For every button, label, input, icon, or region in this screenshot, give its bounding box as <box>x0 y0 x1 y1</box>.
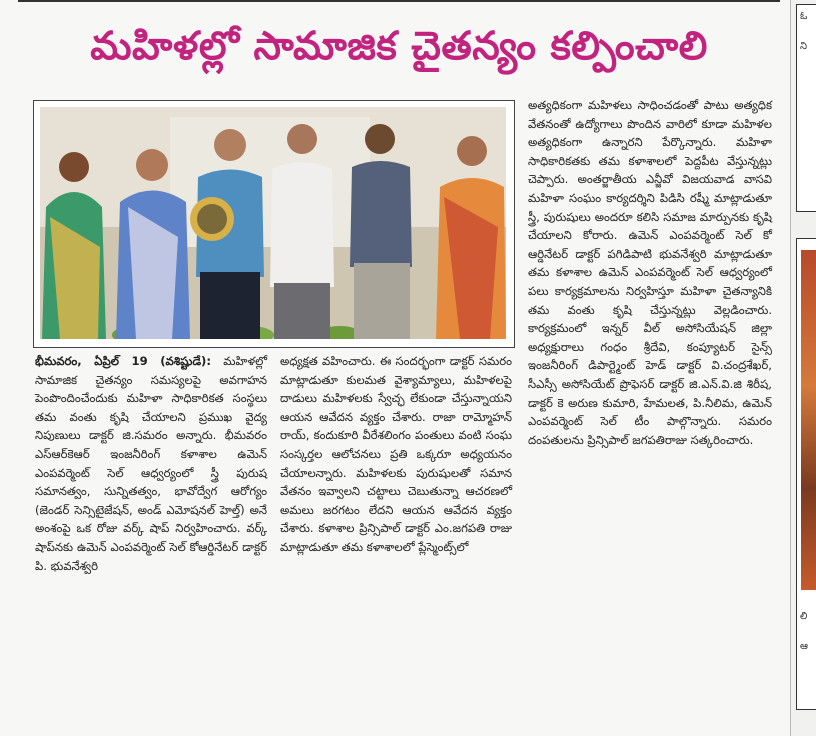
article-column-3 <box>528 96 772 449</box>
column-3-text: అత్యధికంగా మహిళలు సాధించడంతో పాటు అత్యధిక వేతనంతో ఉద్యోగాలు పొందిన వారిలో కూడా మహిళల అత్యధికంగా ఉన్నారని పేర్కొన్నారు. మహిళా సాధికారికతకు తమ కళాశాలలో పెద్దపీట వేస్తున్నట్లు చెప్పారు. అంతర్జాతీయ ఎన్జీవో విజయవాడ వాసవి మహిళా సంఘం కార్యదర్శిని పిడిసి రష్మీ మాట్లాడుతూ స్త్రీ, పురుషులు అందరూ కలిసి సమాజ మార్పునకు కృషి చేయాలని కోరారు. ఉమెన్ ఎంపవర్మెంట్ సెల్ కో ఆర్డినేటర్ డాక్టర్ పగిడిపాటి భువనేశ్వరి మాట్లాడుతూ తమ కళాశాల ఉమెన్ ఎంపవర్మెంట్ సెల్ ఆధ్వర్యంలో పలు కార్యక్రమాలను నిర్వహిస్తూ మహిళా చైతన్యానికి తమ వంతు కృషి చేస్తున్నట్లు వెల్లడించారు. కార్యక్రమంలో ఇన్నర్ వీల్ అసోసియేషన్ జిల్లా అధ్యక్షురాలు గంధం శ్రీదేవి, కంప్యూటర్ సైన్స్ ఇంజనీరింగ్ డిపార్ట్మెంట్ హెడ్ డాక్టర్ వి.చంద్రశేఖర్, సీఎస్సీ అసోసియేట్ ప్రొఫెసర్ డాక్టర్ జి.ఎన్.వి.జి శిరీష, డాక్టర్ కె అరుణ కుమారి, హేమలత, పి.నీలిమ, ఉమెన్ ఎంపవర్మెంట్ సెల్ టీం పాల్గొన్నారు. సమరం దంపతులను ప్రిన్సిపాల్ జగపతిరాజు సత్కరించారు. <box>528 98 772 447</box>
article-column-1 <box>35 352 267 575</box>
column-1-text: మహిళల్లో సామాజిక చైతన్యం సమస్యలపై అవగాహన పెంపొందించేందుకు మహిళా సాధికారికత సంస్థలు తమ వంతు కృషి చేయాలని ప్రముఖ వైద్య నిపుణులు డాక్టర్ జి.సమరం అన్నారు. భీమవరం ఎస్ఆర్‌కెఆర్ ఇంజనీరింగ్ కళాశాల ఉమెన్ ఎంపవర్మెంట్ సెల్ ఆధ్వర్యంలో స్త్రీ పురుష సమానత్వం, సున్నితత్వం, భావోద్వేగ ఆరోగ్యం (జెండర్ సెన్సిటైజేషన్, అండ్ ఎమోషనల్ హెల్త్) అనే అంశంపై ఒక రోజు వర్క్ షాప్ నిర్వహించారు. వర్క్ షాప్‌నకు ఉమెన్ ఎంపవర్మెంట్ సెల్ కోఆర్డినేటర్ డాక్టర్ పి. భువనేశ్వరి <box>35 354 267 573</box>
group-photo-icon <box>40 107 506 339</box>
adjacent-photo-icon <box>801 250 816 590</box>
column-2-text: అధ్యక్షత వహించారు. ఈ సందర్భంగా డాక్టర్ సమరం మాట్లాడుతూ కులమత వైశ్యామ్యాలు, మహిళలపై దాడులు మహిళలకు స్వేచ్ఛ లేకుండా చేస్తున్నాయని ఆయన ఆవేదన వ్యక్తం చేశారు. రాజా రామ్మోహన్ రాయ్, కందుకూరి వీరేశలింగం పంతులు వంటి సంఘ సంస్కర్తల ఆలోచనలు ప్రతి ఒక్కరూ అధ్యయనం చేయాలన్నారు. మహిళలకు పురుషులతో సమాన వేతనం ఇవ్వాలని చట్టాలు చెబుతున్నా ఆచరణలో అమలు జరగటం లేదని ఆయన ఆవేదన వ్యక్తం చేశారు. కళాశాల ప్రిన్సిపాల్ డాక్టర్ ఎం.జగపతి రాజు మాట్లాడుతూ తమ కళాశాలలో ప్లేస్మెంట్స్‌లో <box>280 354 512 554</box>
photo-frame <box>33 100 515 348</box>
strip-text-3: లి <box>800 611 808 622</box>
dateline: భీమవరం, ఏప్రిల్ 19 (వశిష్టుడే): <box>35 354 211 368</box>
adjacent-article-box <box>796 4 816 212</box>
strip-text-2: ని <box>800 41 808 52</box>
strip-text-4: ఆ <box>800 641 808 652</box>
top-rule <box>18 0 780 6</box>
headline: మహిళల్లో సామాజిక చైతన్యం కల్పించాలి <box>90 24 708 69</box>
strip-text-1: ఓ <box>800 11 808 22</box>
article-column-2 <box>280 352 512 557</box>
